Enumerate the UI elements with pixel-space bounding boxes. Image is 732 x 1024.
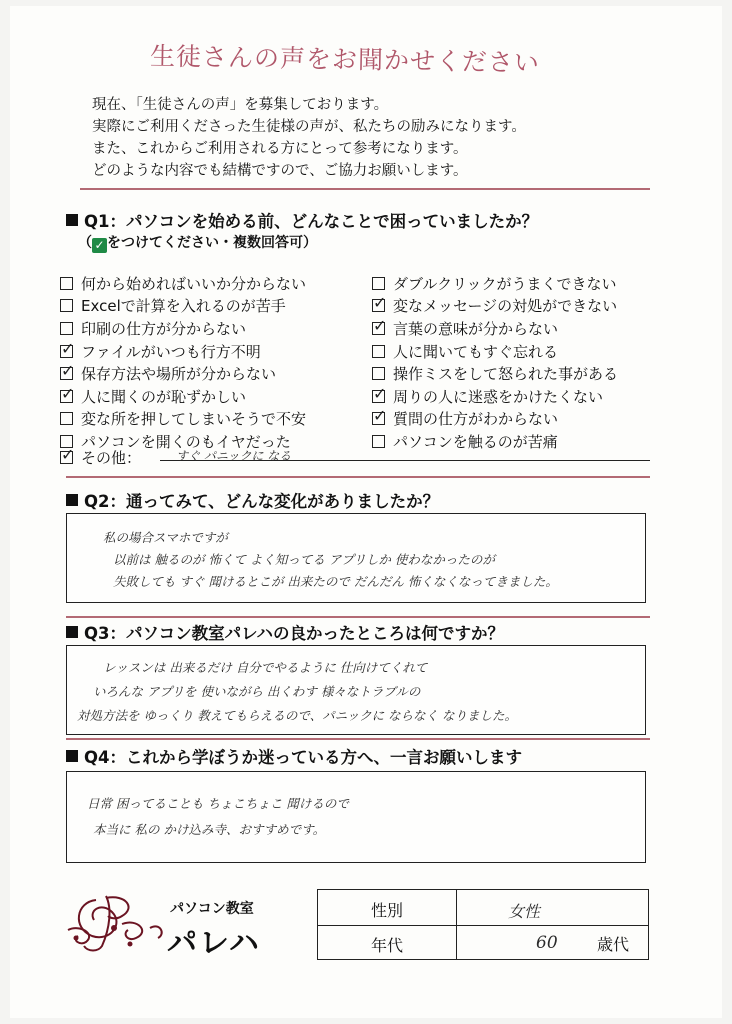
answer-line: 私の場合スマホですが xyxy=(103,530,228,545)
checkbox[interactable] xyxy=(372,277,385,290)
answer-line: 日常 困ってることも ちょこちょこ 聞けるので xyxy=(87,796,349,811)
q3-heading: Q3：パソコン教室パレハの良かったところは何ですか？ xyxy=(66,620,504,644)
checkbox[interactable] xyxy=(60,277,73,290)
q1-option[interactable] xyxy=(372,408,618,431)
table-rule xyxy=(456,890,457,959)
checkbox[interactable] xyxy=(372,412,385,425)
checkbox[interactable] xyxy=(372,390,385,403)
divider xyxy=(80,188,650,190)
q2-answer-box[interactable] xyxy=(66,513,646,603)
option-label: Excelで計算を入れるのが苦手 xyxy=(81,297,286,316)
checkbox[interactable] xyxy=(60,345,73,358)
age-unit: 歳代 xyxy=(597,935,630,954)
q1-option[interactable] xyxy=(372,295,618,318)
option-label: 何から始めればいいか分からない xyxy=(81,274,307,293)
green-check-icon: ✓ xyxy=(92,238,107,253)
bullet-square-icon xyxy=(66,626,78,638)
option-label: パソコンを開くのもイヤだった xyxy=(81,432,291,451)
option-label: 人に聞くのが恥ずかしい xyxy=(81,387,247,406)
divider xyxy=(66,738,650,740)
checkbox[interactable] xyxy=(60,299,73,312)
q1-left-options xyxy=(60,272,306,453)
intro-line: 実際にご利用くださった生徒様の声が、私たちの励みになります。 xyxy=(92,119,526,135)
q2-heading: Q2：通ってみて、どんな変化がありましたか？ xyxy=(66,488,439,512)
q1-heading: Q1：パソコンを始める前、どんなことで困っていましたか？ xyxy=(66,208,538,232)
checkbox[interactable] xyxy=(60,412,73,425)
answer-line: 対処方法を ゆっくり 教えてもらえるので、パニックに ならなく なりました。 xyxy=(77,708,518,723)
option-label: 変な所を押してしまいそうで不安 xyxy=(81,410,307,429)
q4-heading: Q4：これから学ぼうか迷っている方へ、一言お願いします xyxy=(66,744,522,768)
q3-answer-box[interactable] xyxy=(66,645,646,735)
option-label: 保存方法や場所が分からない xyxy=(81,365,277,384)
answer-line: いろんな アプリを 使いながら 出くわす 様々なトラブルの xyxy=(93,684,421,699)
answer-line: 以前は 触るのが 怖くて よく知ってる アプリしか 使わなかったのが xyxy=(113,552,495,567)
option-label: 操作ミスをして怒られた事がある xyxy=(393,365,619,384)
option-label: 言葉の意味が分からない xyxy=(393,319,559,338)
bullet-square-icon xyxy=(66,750,78,762)
answer-line: レッスンは 出来るだけ 自分でやるように 仕向けてくれて xyxy=(103,660,428,675)
intro-line: また、これからご利用される方にとって参考になります。 xyxy=(92,141,468,157)
q1-option[interactable] xyxy=(60,340,306,363)
option-label: 周りの人に迷惑をかけたくない xyxy=(393,387,604,406)
gender-value[interactable]: 女性 xyxy=(508,902,541,921)
q1-option[interactable] xyxy=(60,408,306,431)
q1-option[interactable] xyxy=(372,362,618,385)
intro-line: どのような内容でも結構ですので、ご協力お願いします。 xyxy=(92,163,468,179)
q4-answer-box[interactable] xyxy=(66,771,646,863)
intro-text xyxy=(92,94,526,182)
q1-option[interactable] xyxy=(372,340,618,363)
checkbox[interactable] xyxy=(60,367,73,380)
q1-option[interactable] xyxy=(60,295,306,318)
answer-line: 失敗しても すぐ 聞けるとこが 出来たので だんだん 怖くなくなってきました。 xyxy=(113,574,558,589)
q1-option[interactable] xyxy=(372,317,618,340)
q1-right-options xyxy=(372,272,618,453)
bullet-square-icon xyxy=(66,494,78,506)
q1-option[interactable] xyxy=(372,430,618,453)
q1-option[interactable] xyxy=(60,317,306,340)
q1-option[interactable] xyxy=(60,272,306,295)
gender-label: 性別 xyxy=(370,901,403,920)
answer-line: 本当に 私の かけ込み寺、おすすめです。 xyxy=(93,822,326,837)
logo-subtitle: パソコン教室 xyxy=(170,901,254,917)
q1-option[interactable] xyxy=(372,385,618,408)
q1-instructions: （ ✓ をつけてください・複数回答可） xyxy=(78,235,317,252)
intro-line: 現在、「生徒さんの声」を募集しております。 xyxy=(92,97,389,113)
q1-other-option[interactable] xyxy=(60,446,141,469)
option-label: 変なメッセージの対処ができない xyxy=(393,297,618,316)
divider xyxy=(66,476,650,478)
q1-option[interactable] xyxy=(60,362,306,385)
table-rule xyxy=(318,925,648,926)
checkbox[interactable] xyxy=(60,390,73,403)
bullet-square-icon xyxy=(66,214,78,226)
checkbox[interactable] xyxy=(372,322,385,335)
other-answer[interactable]: すぐ パニックに なる xyxy=(176,449,292,463)
age-label: 年代 xyxy=(370,936,403,955)
page-title: 生徒さんの声をお聞かせください xyxy=(149,41,541,78)
option-label: 人に聞いてもすぐ忘れる xyxy=(393,342,559,361)
checkbox[interactable] xyxy=(372,435,385,448)
checkbox[interactable] xyxy=(372,345,385,358)
q1-option[interactable] xyxy=(372,272,618,295)
checkbox[interactable] xyxy=(60,322,73,335)
checkbox[interactable] xyxy=(60,451,73,464)
other-label: その他： xyxy=(81,448,142,467)
option-label: ダブルクリックがうまくできない xyxy=(393,274,617,293)
checkbox[interactable] xyxy=(372,299,385,312)
q1-option[interactable] xyxy=(60,385,306,408)
option-label: 印刷の仕方が分からない xyxy=(81,319,247,338)
checkbox[interactable] xyxy=(372,367,385,380)
age-value[interactable]: 60 xyxy=(536,933,558,953)
option-label: 質問の仕方がわからない xyxy=(393,410,559,429)
respondent-info-table xyxy=(317,889,649,960)
divider xyxy=(66,616,650,618)
logo-name: パレハ xyxy=(167,926,261,961)
option-label: パソコンを触るのが苦痛 xyxy=(393,432,558,451)
option-label: ファイルがいつも行方不明 xyxy=(81,342,261,361)
